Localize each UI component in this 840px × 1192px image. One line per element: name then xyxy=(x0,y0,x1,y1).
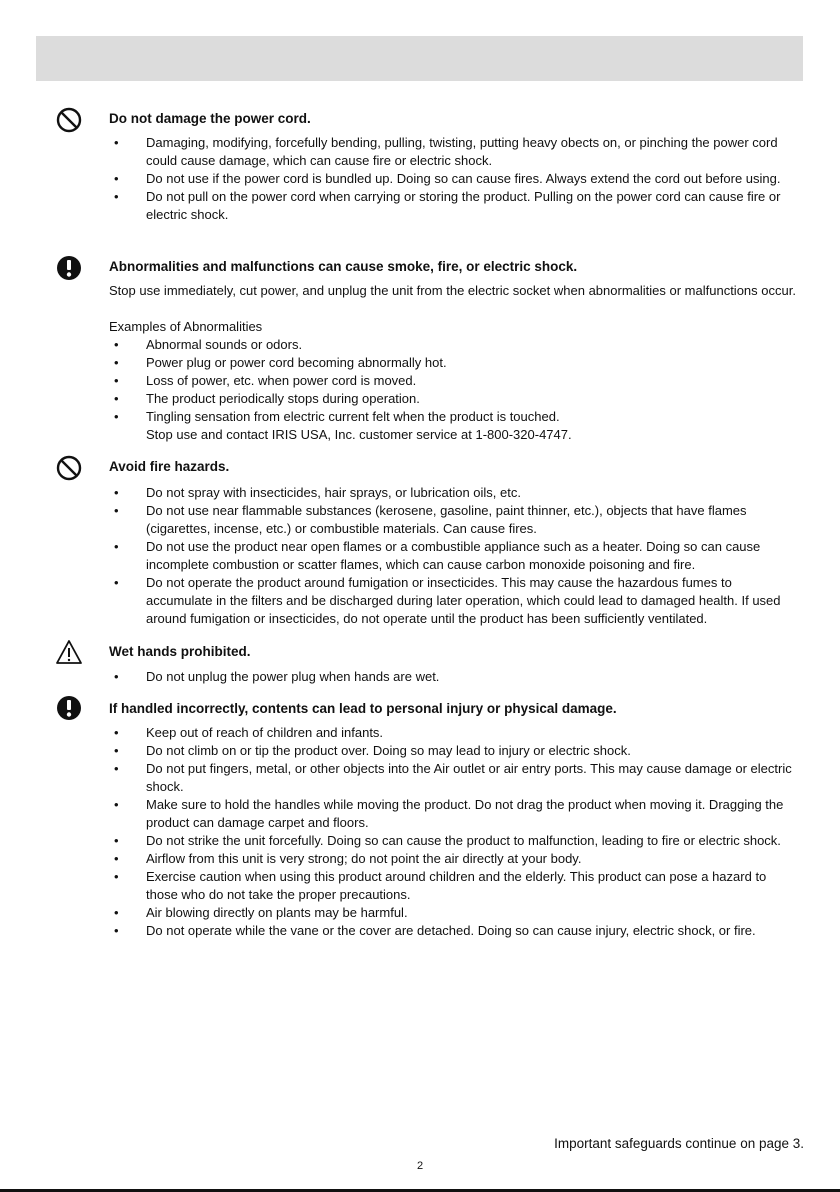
list-item: • Airflow from this unit is very strong; do not point the air directly at your body. xyxy=(0,850,800,868)
list-item: • Do not use if the power cord is bundled up. Doing so can cause fires. Always extend the cord out before using. xyxy=(0,170,800,188)
list-item: • Power plug or power cord becoming abnormally hot. xyxy=(0,354,800,372)
bullet-list xyxy=(0,668,840,686)
list-item: • Do not strike the unit forcefully. Doing so can cause the product to malfunction, leading to fire or electric shock. xyxy=(0,832,800,850)
list-item: • Exercise caution when using this product around children and the elderly. This product can pose a hazard to those who do not take the proper precautions. xyxy=(0,868,800,904)
section-title: Do not damage the power cord. xyxy=(109,111,311,126)
warning-triangle-icon xyxy=(55,638,83,666)
page-number: 2 xyxy=(416,1160,424,1172)
bullet-list xyxy=(0,134,840,224)
list-item: • Keep out of reach of children and infants. xyxy=(0,724,800,742)
intro-text: Stop use immediately, cut power, and unplug the unit from the electric socket when abnormalities or malfunctions occur. xyxy=(109,283,796,298)
list-item: • Do not operate the product around fumigation or insecticides. This may cause the hazardous fumes to accumulate in the filters and be discharged during later operation, which could lead to damaged health. If used around fumigation or insecticides, do not operate until the product has been sufficiently ventilated. xyxy=(0,574,800,628)
list-item: • Tingling sensation from electric current felt when the product is touched. xyxy=(0,408,800,426)
examples-label: Examples of Abnormalities xyxy=(109,319,263,334)
section-title: Abnormalities and malfunctions can cause smoke, fire, or electric shock. xyxy=(109,259,578,274)
prohibition-icon xyxy=(55,454,83,482)
list-item: • Do not put fingers, metal, or other objects into the Air outlet or air entry ports. This may cause damage or electric shock. xyxy=(0,760,800,796)
list-item: • Do not unplug the power plug when hands are wet. xyxy=(0,668,800,686)
list-item: • Air blowing directly on plants may be harmful. xyxy=(0,904,800,922)
bullet-list xyxy=(0,724,840,940)
section-title: If handled incorrectly, contents can lead to personal injury or physical damage. xyxy=(109,701,617,716)
prohibition-icon xyxy=(55,106,83,134)
list-item: • Loss of power, etc. when power cord is moved. xyxy=(0,372,800,390)
list-item: • Do not spray with insecticides, hair sprays, or lubrication oils, etc. xyxy=(0,484,800,502)
list-item: • Abnormal sounds or odors. xyxy=(0,336,800,354)
section-title: Avoid fire hazards. xyxy=(109,459,230,474)
continue-note: Important safeguards continue on page 3. xyxy=(554,1136,804,1151)
mandatory-exclamation-icon xyxy=(55,694,83,722)
list-item: • The product periodically stops during operation. xyxy=(0,390,800,408)
bullet-list xyxy=(0,336,840,426)
list-item: • Do not use the product near open flames or a combustible appliance such as a heater. Doing so can cause incomplete combustion or scatter flames, which can cause carbon monoxide poisoning and fire. xyxy=(0,538,800,574)
contact-line: Stop use and contact IRIS USA, Inc. customer service at 1-800-320-4747. xyxy=(146,427,572,442)
section-title: Wet hands prohibited. xyxy=(109,644,251,659)
header-band xyxy=(36,36,803,81)
list-item: • Do not operate while the vane or the cover are detached. Doing so can cause injury, electric shock, or fire. xyxy=(0,922,800,940)
list-item: • Do not climb on or tip the product over. Doing so may lead to injury or electric shock. xyxy=(0,742,800,760)
list-item: • Do not use near flammable substances (kerosene, gasoline, paint thinner, etc.), objects that have flames (cigarettes, incense, etc.) or combustible materials. Can cause fires. xyxy=(0,502,800,538)
bullet-list xyxy=(0,484,840,628)
list-item: • Damaging, modifying, forcefully bending, pulling, twisting, putting heavy obects on, or pinching the power cord could cause damage, which can cause fire or electric shock. xyxy=(0,134,800,170)
list-item: • Make sure to hold the handles while moving the product. Do not drag the product when moving it. Dragging the product can damage carpet and floors. xyxy=(0,796,800,832)
mandatory-exclamation-icon xyxy=(55,254,83,282)
list-item: • Do not pull on the power cord when carrying or storing the product. Pulling on the power cord can cause fire or electric shock. xyxy=(0,188,800,224)
